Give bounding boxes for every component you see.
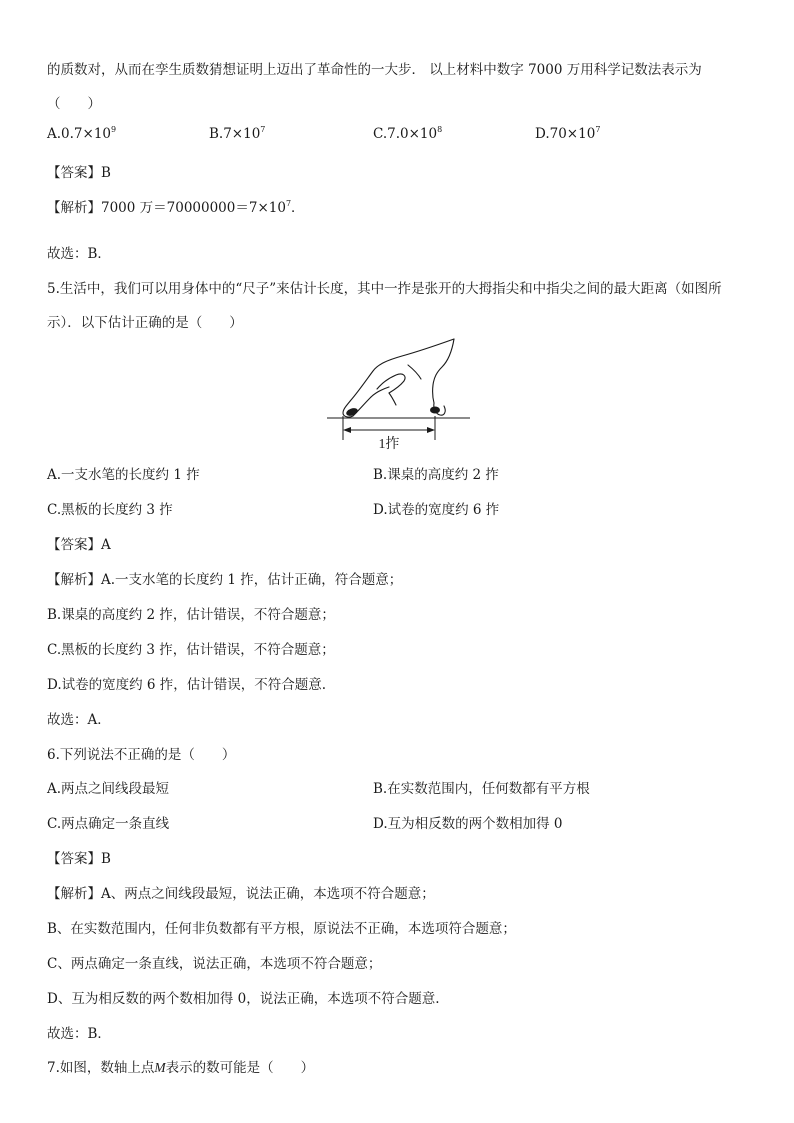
q6-conclusion: 故选：B．: [47, 1026, 111, 1042]
q5-answer: 【答案】A: [47, 537, 111, 553]
point-m-variable: M: [154, 1060, 166, 1075]
middle-finger-nail: [430, 407, 440, 414]
q4-conclusion: 故选：B．: [47, 246, 111, 262]
thumb-nail: [345, 407, 359, 418]
q4-analysis: 【解析】7000 万$=70000000=7\times 10^7$．: [47, 199, 305, 216]
q6-option-b: B.在实数范围内，任何数都有平方根: [373, 781, 590, 797]
q5-analysis-line-4: D.试卷的宽度约 6 拃，估计错误，不符合题意.: [47, 677, 327, 693]
q5-analysis-line-3: C.黑板的长度约 3 拃，估计错误，不符合题意；: [47, 642, 335, 658]
q5-stem-line-1: 5.生活中，我们可以用身体中的“尺子”来估计长度，其中一拃是张开的大拇指尖和中指尖之间的最大距离（如图所: [47, 281, 722, 297]
q6-analysis-line-4: D、互为相反数的两个数相加得 0，说法正确，本选项不符合题意.: [47, 991, 440, 1007]
q4-option-a: $A.0.7\times 10^9$: [47, 125, 117, 142]
q4-option-d: $D.70\times 10^7$: [535, 125, 601, 142]
q7-stem: 7.如图，数轴上点M表示的数可能是（ ）: [47, 1060, 315, 1076]
q5-analysis-line-2: B.课桌的高度约 2 拃，估计错误，不符合题意；: [47, 607, 335, 623]
q5-option-b: B.课桌的高度约 2 拃: [373, 467, 499, 483]
q4-option-b: $B.7\times 10^7$: [209, 125, 266, 142]
q6-answer: 【答案】B: [47, 851, 111, 867]
q6-analysis-line-3: C、两点确定一条直线，说法正确，本选项不符合题意；: [47, 956, 382, 972]
q6-option-a: A.两点之间线段最短: [47, 781, 170, 797]
hand-span-figure: [322, 337, 472, 455]
q5-option-d: D.试卷的宽度约 6 拃: [373, 502, 500, 518]
arrow-head-right: [427, 427, 435, 433]
q4-answer: 【答案】B: [47, 165, 111, 181]
q5-option-a: A.一支水笔的长度约 1 拃: [47, 467, 200, 483]
q6-option-d: D.互为相反数的两个数相加得 0: [373, 816, 563, 832]
q6-analysis-line-2: B、在实数范围内，任何非负数都有平方根，原说法不正确，本选项符合题意；: [47, 921, 516, 937]
q5-option-c: C.黑板的长度约 3 拃: [47, 502, 173, 518]
q5-stem-line-2: 示）．以下估计正确的是（ ）: [47, 315, 243, 331]
hand-illustration: [343, 339, 454, 417]
q5-conclusion: 故选：A．: [47, 712, 111, 728]
q5-analysis-line-1: 【解析】A.一支水笔的长度约 1 拃，估计正确，符合题意；: [47, 572, 403, 588]
q4-option-c: $C.7.0\times 10^8$: [373, 125, 443, 142]
q4-bracket: （ ）: [47, 96, 101, 112]
q6-stem: 6.下列说法不正确的是（ ）: [47, 747, 236, 763]
arrow-head-left: [343, 427, 351, 433]
span-label: 1拃: [378, 437, 400, 452]
q6-option-c: C.两点确定一条直线: [47, 816, 170, 832]
q4-stem-line: 的质数对，从而在孪生质数猜想证明上迈出了革命性的一大步． 以上材料中数字 7000 万用科学记数法表示为: [47, 62, 702, 78]
q6-analysis-line-1: 【解析】A、两点之间线段最短，说法正确，本选项不符合题意；: [47, 886, 435, 902]
